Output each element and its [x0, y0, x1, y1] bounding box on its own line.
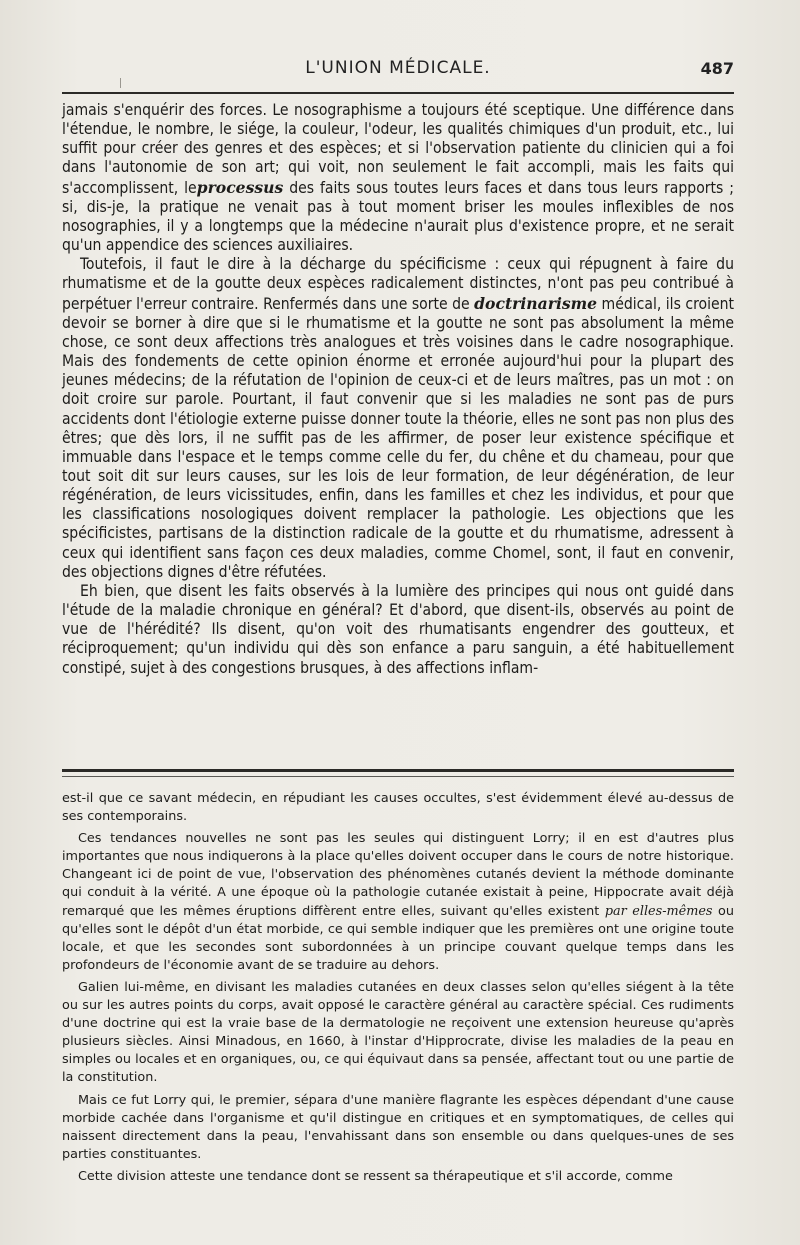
paragraph-2-emphasis: doctrinarisme	[474, 293, 598, 313]
note-1: est-il que ce savant médecin, en répudiant les causes occultes, s'est évidemment élevé au-dessus de ses contemporains.	[62, 791, 734, 825]
page-number: 487	[700, 59, 734, 78]
note-4: Mais ce fut Lorry qui, le premier, sépara d'une manière flagrante les espèces dépendant d'une cause morbide cachée dans l'organisme et qu'il distingue en critiques et en symptomatiques, de celles qui naissent directement dans la peau, l'envahissant dans son ensemble ou dans quelques-unes de ses parties constituantes.	[62, 1092, 734, 1162]
note-2-text: Ces tendances nouvelles ne sont pas les seules qui distinguent Lorry; il en est d'autres plus importantes que nous indiquerons à la place qu'elles doivent occuper dans le cours de notre historique. Changeant ici de point de vue, l'observation des phénomènes cutanés devient la méthode dominante qui conduit à la vérité. A une époque où la pathologie cutanée existait à peine, Hippocrate avait déjà remarqué que les mêmes éruptions diffèrent entre elles, suivant qu'elles existent	[62, 831, 734, 919]
paragraph-3	[62, 582, 734, 678]
paragraph-1	[62, 101, 734, 255]
running-head	[62, 58, 734, 88]
paragraph-2	[62, 255, 734, 582]
paragraph-1-tail: des faits sous toutes leurs faces et dans tous leurs rapports ; si, dis-je, la pratique ne venait pas à tout moment briser les moules inflexibles de nos nosographies, il y a longtemps que la médecine n'aurait plus d'existence propre, et ne serait qu'un appendice des sciences auxiliaires.	[62, 178, 734, 255]
note-3: Galien lui-même, en divisant les maladies cutanées en deux classes selon qu'elles siégent à la tête ou sur les autres points du corps, avait opposé le caractère général au caractère spécial. Ces rudiments d'une doctrine qui est la vraie base de la dermatologie ne reçoivent une extension heureuse qu'après plusieurs siècles. Ainsi Minadous, en 1660, à l'instar d'Hipprocrate, divise les maladies de la peau en simples ou locales et en organiques, ou, ce qui équivaut dans sa pensée, affectant tout ou une partie de la constitution.	[62, 979, 734, 1086]
paragraph-2-text: Toutefois, il faut le dire à la décharge du spécificisme : ceux qui répugnent à faire du rhumatisme et de la goutte deux espèces radicalement distinctes, n'ont pas peu contribué à perpétuer l'erreur contraire. Renfermés dans une sorte de	[62, 255, 734, 313]
paragraph-2-tail: médical, ils croient devoir se borner à dire que si le rhumatisme et la goutte ne sont pas absolument la même chose, ce sont deux affections très analogues et très voisines dans le cadre nosographique. Mais des fondements de cette opinion énorme et erronée aujourd'hui pour la plupart des jeunes médecins; de la réfutation de l'opinion de ceux-ci et de leurs maîtres, pas un mot : on doit croire sur parole. Pourtant, il faut convenir que si les maladies ne sont pas de purs accidents dont l'étiologie externe puisse donner toute la théorie, elles ne sont pas non plus des êtres; que dès lors, il ne suffit pas de les affirmer, de poser leur existence spécifique et immuable dans l'espace et le temps comme celle du fer, du chêne et du chameau, pour que tout soit dit sur leurs causes, sur les lois de leur formation, de leur dégénération, de leur régénération, de leurs vicissitudes, enfin, dans les familles et chez les individus, et pour que les classifications nosologiques doivent remplacer la pathologie. Les objections que les spécificistes, partisans de la distinction radicale de la goutte et du rhumatisme, adressent à ceux qui identifient sans façon ces deux maladies, comme Chomel, sont, il faut en convenir, des objections dignes d'être réfutées.	[62, 294, 735, 581]
footnotes	[62, 790, 734, 1190]
footnote-rule	[62, 769, 734, 777]
note-2-emphasis: par elles-mêmes	[604, 903, 713, 919]
note-2-tail: ou qu'elles sont le dépôt d'un état morbide, ce qui semble indiquer que les premières ont une origine toute locale, et que les secondes sont subordonnées à un principe couvant quelque temps dans les profondeurs de l'économie avant de se traduire au dehors.	[62, 903, 735, 973]
header-rule	[62, 92, 734, 94]
paragraph-3-text: Eh bien, que disent les faits observés à la lumière des principes qui nous ont guidé dans l'étude de la maladie chronique en général? Et d'abord, que disent-ils, observés au point de vue de l'hérédité? Ils disent, qu'on voit des rhumatisants engendrer des goutteux, et réciproquement; qu'un individu qui dès son enfance a paru sanguin, a été habituellement constipé, sujet à des congestions brusques, à des affections inflam-	[62, 581, 734, 677]
running-title: L'UNION MÉDICALE.	[305, 58, 491, 78]
note-2	[62, 830, 734, 975]
paragraph-1-text: jamais s'enquérir des forces. Le nosographisme a toujours été sceptique. Une différence dans l'étendue, le nombre, le siége, la couleur, l'odeur, les qualités chimiques d'un produit, etc., lui suffit pour créer des genres et des espèces; et si l'observation patiente du clinicien qui a foi dans l'autonomie de son art; qui voit, non seulement le fait accompli, mais les faits qui s'accomplissent, le	[62, 101, 734, 197]
paragraph-1-emphasis: processus	[196, 177, 284, 197]
note-5: Cette division atteste une tendance dont se ressent sa thérapeutique et s'il accorde, comme	[78, 1168, 673, 1184]
main-text	[62, 101, 734, 678]
